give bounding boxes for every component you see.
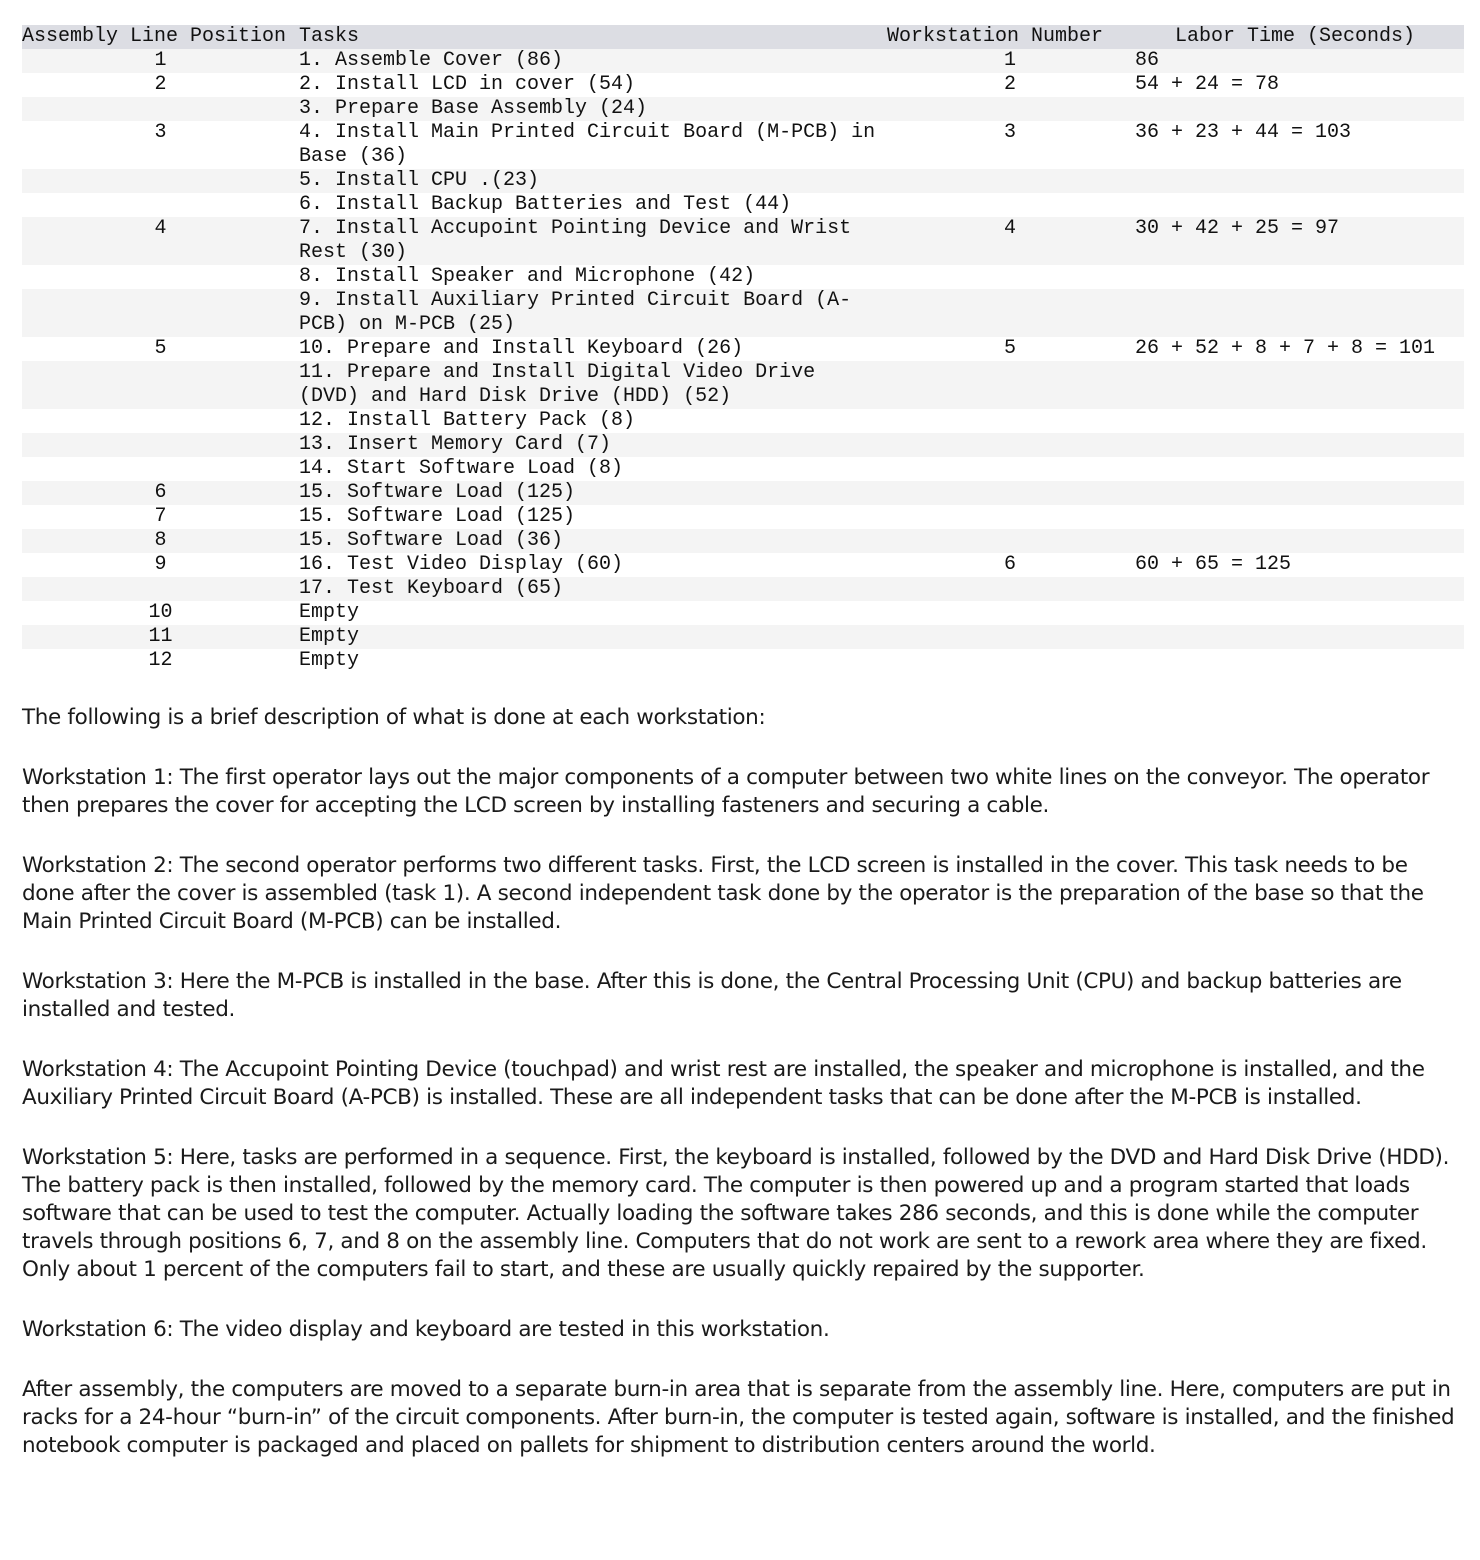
row-workstation: 3 bbox=[1003, 121, 1016, 144]
row-position bbox=[22, 265, 299, 289]
row-workstation bbox=[885, 457, 1135, 481]
row-workstation bbox=[885, 409, 1135, 433]
row-labor-time bbox=[1135, 169, 1464, 193]
row-position: 11 bbox=[148, 625, 173, 648]
row-position: 3 bbox=[154, 121, 167, 144]
row-labor-time bbox=[1135, 265, 1464, 289]
table-row bbox=[22, 409, 1464, 433]
description-workstation-5: Workstation 5: Here, tasks are performed in a sequence. First, the keyboard is installed, followed by the DVD and Hard Disk Drive (HDD). The battery pack is then installed, followed by the memory card. The computer is then powered up and a program started that loads software that can be used to test the computer. Actually loading the software takes 286 seconds, and this is done while the computer travels through positions 6, 7, and 8 on the assembly line. Computers that do not work are sent to a rework area where they are fixed. Only about 1 percent of the computers fail to start, and these are usually quickly repaired by the supporter. bbox=[22, 1145, 1450, 1282]
row-labor-time bbox=[1135, 505, 1464, 529]
row-workstation bbox=[885, 169, 1135, 193]
row-position bbox=[22, 457, 299, 481]
table-row bbox=[22, 601, 1464, 625]
row-task: 7. Install Accupoint Pointing Device and Wrist Rest (30) bbox=[299, 217, 864, 264]
row-position: 10 bbox=[148, 601, 173, 624]
row-labor-time bbox=[1135, 361, 1464, 409]
table-row bbox=[22, 193, 1464, 217]
row-labor-time bbox=[1135, 481, 1464, 505]
header-labor-time: Labor Time (Seconds) bbox=[1175, 25, 1416, 48]
description-after-assembly: After assembly, the computers are moved to a separate burn-in area that is separate from the assembly line. Here, computers are put in racks for a 24-hour “burn-in” of the circuit components. After burn-in, the computer is tested again, software is installed, and the finished notebook computer is packaged and placed on pallets for shipment to distribution centers around the world. bbox=[22, 1377, 1455, 1458]
description-intro: The following is a brief description of what is done at each workstation: bbox=[22, 705, 766, 730]
row-workstation bbox=[885, 193, 1135, 217]
row-task: 16. Test Video Display (60) bbox=[299, 553, 624, 576]
row-position bbox=[22, 433, 299, 457]
row-task: 8. Install Speaker and Microphone (42) bbox=[299, 265, 756, 288]
header-tasks: Tasks bbox=[299, 25, 360, 48]
table-row bbox=[22, 433, 1464, 457]
table-row bbox=[22, 481, 1464, 505]
header-position: Assembly Line Position bbox=[22, 25, 287, 48]
table-row bbox=[22, 169, 1464, 193]
row-workstation: 4 bbox=[1003, 217, 1016, 240]
table-row bbox=[22, 97, 1464, 121]
row-workstation bbox=[885, 529, 1135, 553]
row-position: 6 bbox=[154, 481, 167, 504]
row-workstation bbox=[885, 289, 1135, 337]
row-labor-time: 30 + 42 + 25 = 97 bbox=[1135, 217, 1340, 240]
table-row bbox=[22, 289, 1464, 337]
table-row bbox=[22, 361, 1464, 409]
row-labor-time bbox=[1135, 577, 1464, 601]
table-row bbox=[22, 505, 1464, 529]
row-task: 3. Prepare Base Assembly (24) bbox=[299, 97, 648, 120]
row-task: 9. Install Auxiliary Printed Circuit Board (A-PCB) on M-PCB (25) bbox=[299, 289, 852, 336]
row-task: 1. Assemble Cover (86) bbox=[299, 49, 564, 72]
row-position: 4 bbox=[154, 217, 167, 240]
row-workstation bbox=[885, 625, 1135, 649]
row-task: 5. Install CPU .(23) bbox=[299, 169, 540, 192]
row-position: 5 bbox=[154, 337, 167, 360]
row-position bbox=[22, 409, 299, 433]
row-labor-time: 54 + 24 = 78 bbox=[1135, 73, 1280, 96]
table-row bbox=[22, 529, 1464, 553]
table-row bbox=[22, 625, 1464, 649]
row-position: 7 bbox=[154, 505, 167, 528]
table-row bbox=[22, 553, 1464, 577]
table-row bbox=[22, 337, 1464, 361]
workstation-descriptions bbox=[22, 704, 1458, 1460]
description-workstation-6: Workstation 6: The video display and keyboard are tested in this workstation. bbox=[22, 1317, 830, 1342]
table-row bbox=[22, 49, 1464, 73]
row-task: 14. Start Software Load (8) bbox=[299, 457, 624, 480]
row-position: 2 bbox=[154, 73, 167, 96]
description-workstation-4: Workstation 4: The Accupoint Pointing Device (touchpad) and wrist rest are installed, the speaker and microphone is installed, and the Auxiliary Printed Circuit Board (A-PCB) is installed. These are all independent tasks that can be done after the M-PCB is installed. bbox=[22, 1057, 1425, 1110]
row-labor-time: 86 bbox=[1135, 49, 1160, 72]
row-position bbox=[22, 361, 299, 409]
row-workstation bbox=[885, 505, 1135, 529]
table-row bbox=[22, 73, 1464, 97]
row-task: 17. Test Keyboard (65) bbox=[299, 577, 564, 600]
row-labor-time bbox=[1135, 529, 1464, 553]
row-task: 15. Software Load (125) bbox=[299, 505, 576, 528]
row-task: 10. Prepare and Install Keyboard (26) bbox=[299, 337, 744, 360]
row-workstation: 2 bbox=[1003, 73, 1016, 96]
row-labor-time bbox=[1135, 601, 1464, 625]
row-workstation bbox=[885, 481, 1135, 505]
row-position: 8 bbox=[154, 529, 167, 552]
table-row bbox=[22, 121, 1464, 169]
row-labor-time bbox=[1135, 433, 1464, 457]
row-labor-time bbox=[1135, 193, 1464, 217]
row-workstation: 5 bbox=[1003, 337, 1016, 360]
row-position bbox=[22, 97, 299, 121]
row-task: 2. Install LCD in cover (54) bbox=[299, 73, 636, 96]
row-task: 13. Insert Memory Card (7) bbox=[299, 433, 612, 456]
row-labor-time bbox=[1135, 409, 1464, 433]
row-workstation bbox=[885, 577, 1135, 601]
header-workstation: Workstation Number bbox=[887, 25, 1104, 48]
row-position bbox=[22, 169, 299, 193]
table-row bbox=[22, 217, 1464, 265]
table-row bbox=[22, 577, 1464, 601]
row-labor-time bbox=[1135, 289, 1464, 337]
row-labor-time: 60 + 65 = 125 bbox=[1135, 553, 1292, 576]
row-position: 9 bbox=[154, 553, 167, 576]
row-workstation: 6 bbox=[1003, 553, 1016, 576]
row-task: 12. Install Battery Pack (8) bbox=[299, 409, 636, 432]
assembly-line-table bbox=[22, 25, 1464, 673]
row-labor-time bbox=[1135, 625, 1464, 649]
row-labor-time bbox=[1135, 97, 1464, 121]
row-task: 15. Software Load (36) bbox=[299, 529, 564, 552]
table-row bbox=[22, 457, 1464, 481]
row-workstation bbox=[885, 433, 1135, 457]
row-task: Empty bbox=[299, 649, 360, 672]
row-labor-time bbox=[1135, 649, 1464, 673]
description-workstation-3: Workstation 3: Here the M-PCB is installed in the base. After this is done, the Central Processing Unit (CPU) and backup batteries are installed and tested. bbox=[22, 969, 1402, 1022]
description-workstation-1: Workstation 1: The first operator lays out the major components of a computer between two white lines on the conveyor. The operator then prepares the cover for accepting the LCD screen by installing fasteners and securing a cable. bbox=[22, 765, 1430, 818]
row-task: Empty bbox=[299, 601, 360, 624]
row-labor-time: 36 + 23 + 44 = 103 bbox=[1135, 121, 1352, 144]
description-workstation-2: Workstation 2: The second operator performs two different tasks. First, the LCD screen is installed in the cover. This task needs to be done after the cover is assembled (task 1). A second independent task done by the operator is the preparation of the base so that the Main Printed Circuit Board (M-PCB) can be installed. bbox=[22, 853, 1424, 934]
row-task: 4. Install Main Printed Circuit Board (M-PCB) in Base (36) bbox=[299, 121, 888, 168]
table-row bbox=[22, 265, 1464, 289]
row-position: 1 bbox=[154, 49, 167, 72]
table-row bbox=[22, 649, 1464, 673]
row-workstation bbox=[885, 649, 1135, 673]
row-task: 6. Install Backup Batteries and Test (44) bbox=[299, 193, 792, 216]
row-position bbox=[22, 193, 299, 217]
row-workstation bbox=[885, 97, 1135, 121]
row-position: 12 bbox=[148, 649, 173, 672]
row-position bbox=[22, 289, 299, 337]
row-position bbox=[22, 577, 299, 601]
row-task: 15. Software Load (125) bbox=[299, 481, 576, 504]
row-workstation bbox=[885, 265, 1135, 289]
row-workstation bbox=[885, 361, 1135, 409]
row-task: Empty bbox=[299, 625, 360, 648]
row-workstation bbox=[885, 601, 1135, 625]
row-labor-time: 26 + 52 + 8 + 7 + 8 = 101 bbox=[1135, 337, 1436, 360]
row-workstation: 1 bbox=[1003, 49, 1016, 72]
table-header-row bbox=[22, 25, 1464, 49]
row-task: 11. Prepare and Install Digital Video Drive (DVD) and Hard Disk Drive (HDD) (52) bbox=[299, 361, 828, 408]
assembly-table-container bbox=[22, 25, 1464, 673]
row-labor-time bbox=[1135, 457, 1464, 481]
